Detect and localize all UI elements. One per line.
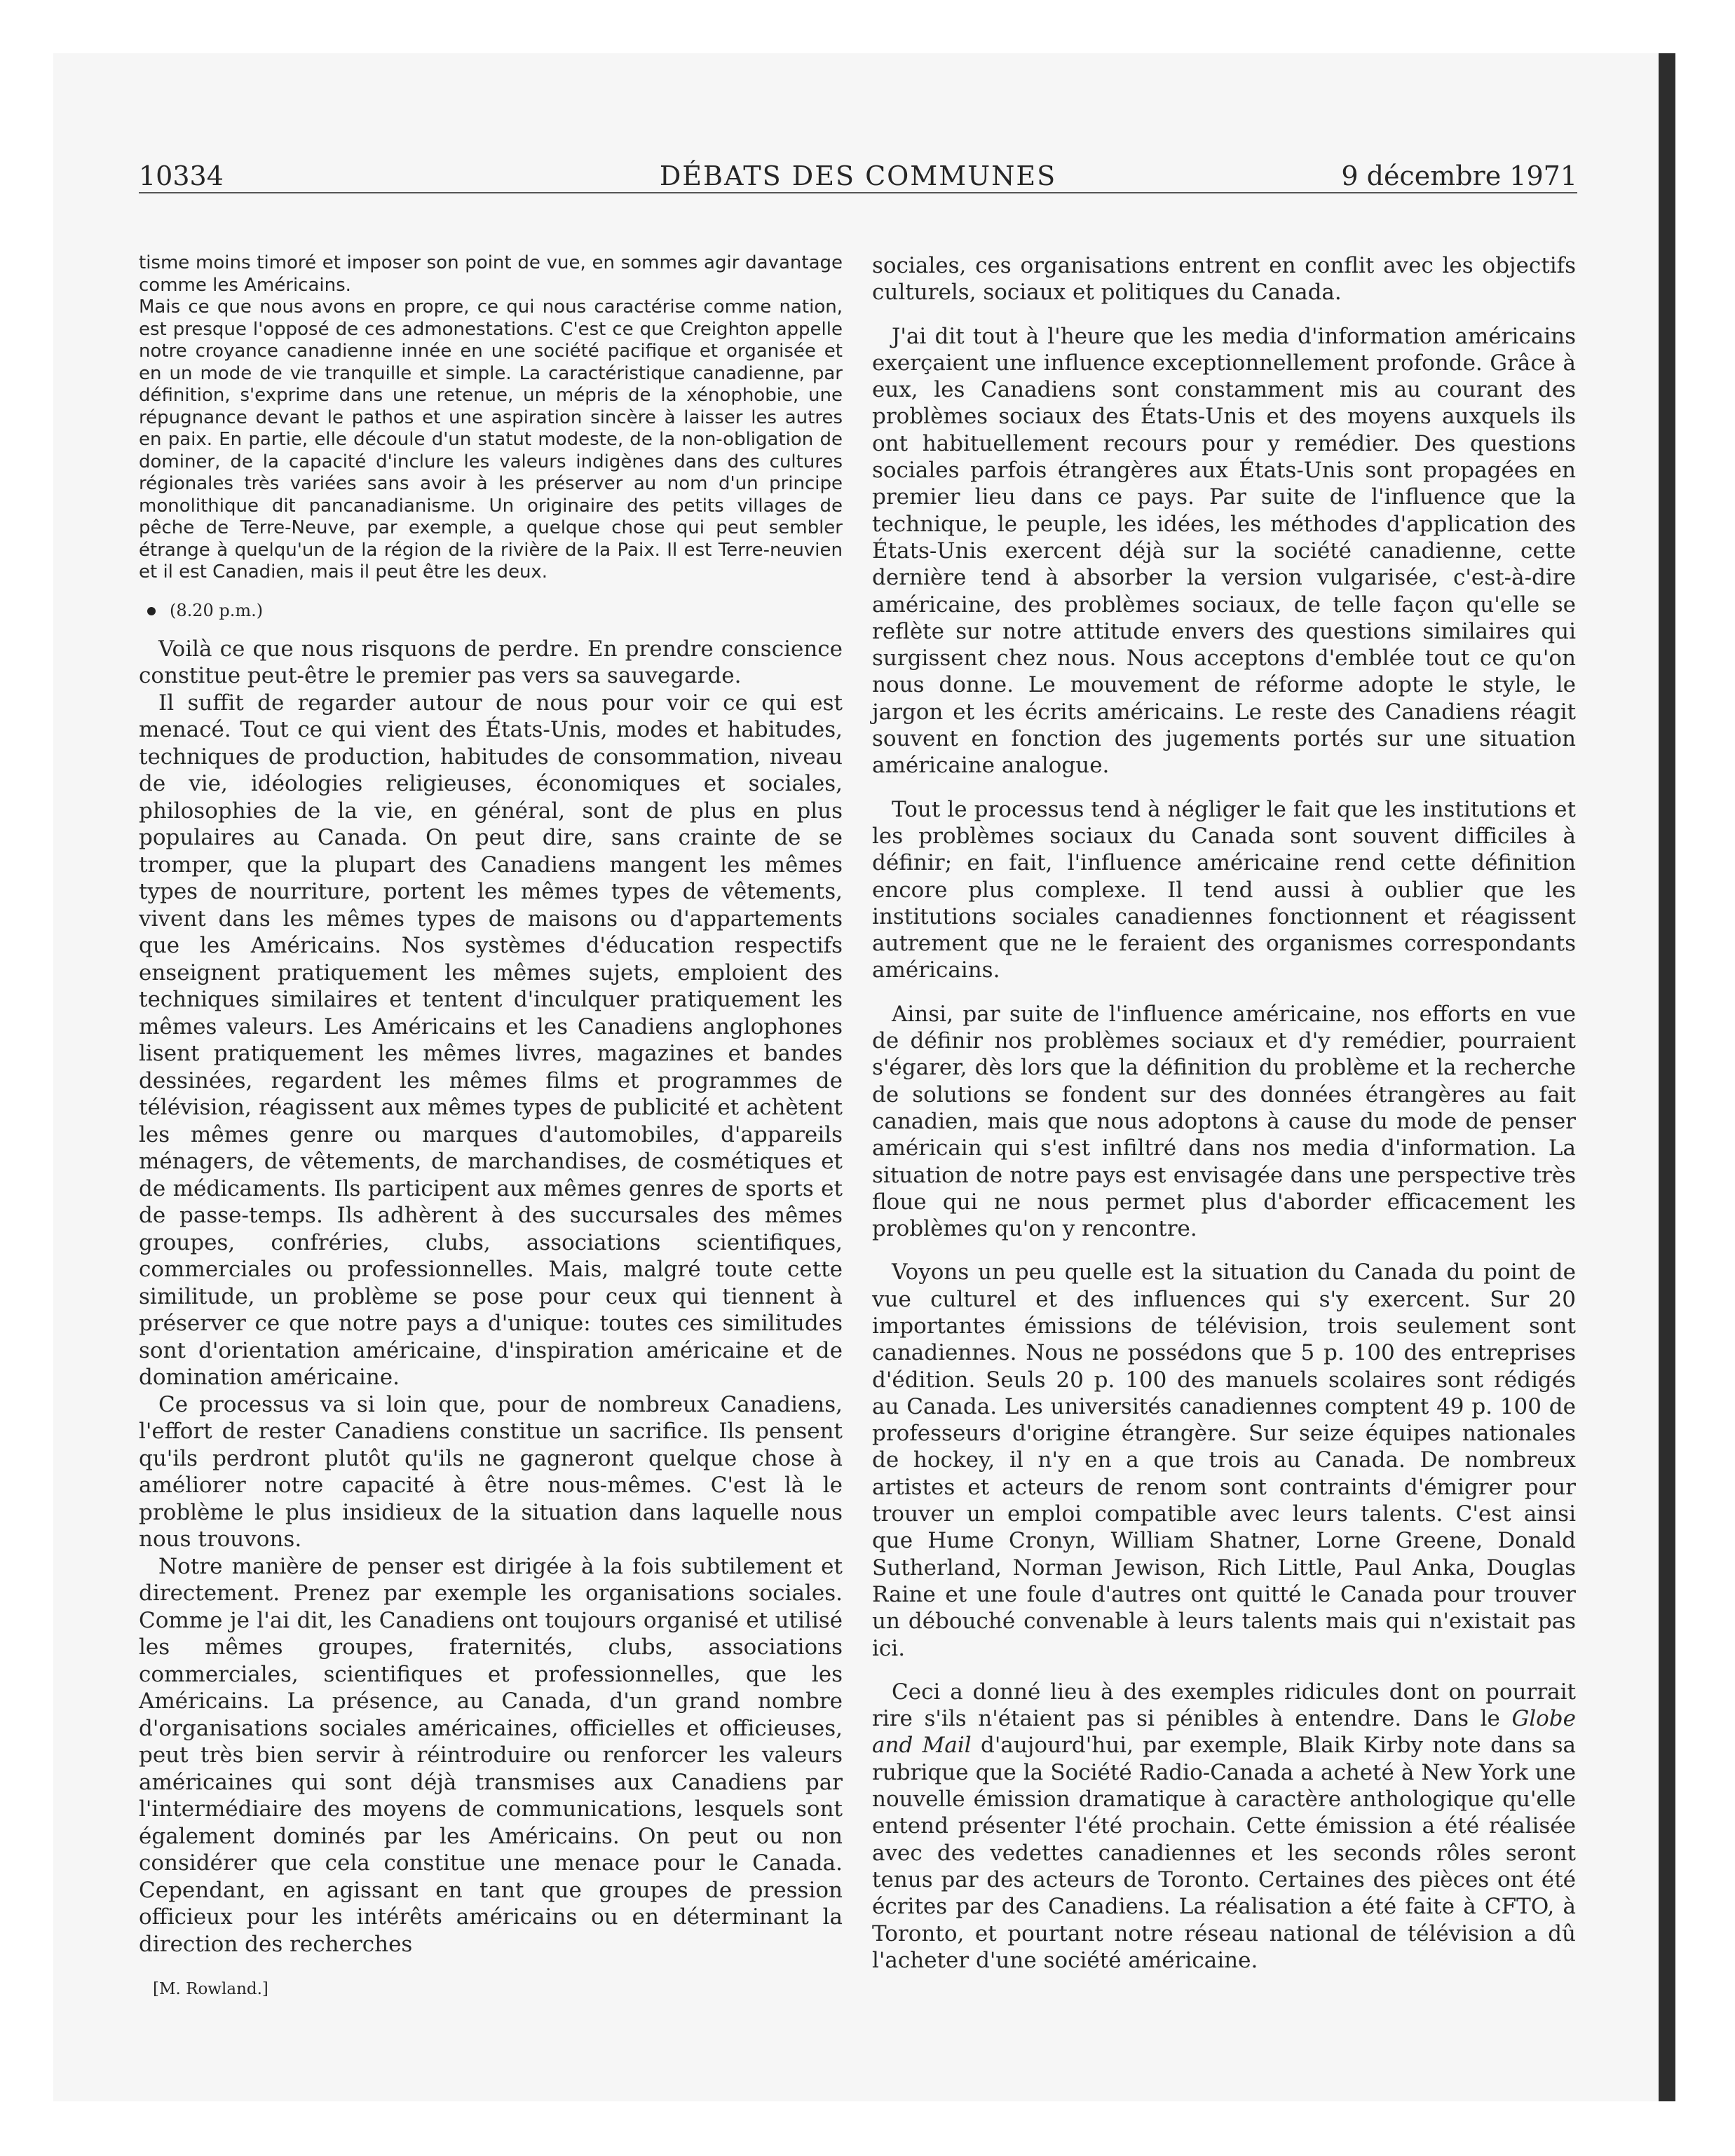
body-paragraph: Il suffit de regarder autour de nous pour voir ce qui est menacé. Tout ce qui vient des États-Unis, modes et habitudes, techniques de production, habitudes de consommation, niveau de vie, idéologies religieuses, économiques et sociales, philosophies de la vie, en général, sont de plus en plus populaires au Canada. On peut dire, sans crainte de se tromper, que la plupart des Canadiens mangent les mêmes types de nourriture, portent les mêmes types de vêtements, vivent dans les mêmes types de maisons ou d'appartements que les Américains. Nos systèmes d'éducation respectifs enseignent pratiquement les mêmes sujets, emploient des techniques similaires et tentent d'inculquer pratiquement les mêmes valeurs. Les Américains et les Canadiens anglophones lisent pratiquement les mêmes livres, magazines et bandes dessinées, regardent les mêmes films et programmes de télévision, réagissent aux mêmes types de publicité et achètent les mêmes genre ou marques d'automobiles, d'appareils ménagers, de vêtements, de marchandises, de cosmétiques et de médicaments. Ils participent aux mêmes genres de sports et de passe-temps. Ils adhèrent à des succursales des mêmes groupes, confréries, clubs, associations scientifiques, commerciales ou professionnelles. Mais, malgré toute cette similitude, un problème se pose pour ceux qui tiennent à préserver ce que notre pays a d'unique: toutes ces similitudes sont d'orientation américaine, d'inspiration américaine et de domination américaine. bbox=[139, 690, 843, 1390]
body-paragraph: Voilà ce que nous risquons de perdre. En prendre conscience constitue peut-être le premier pas vers sa sauvegarde. bbox=[139, 636, 843, 688]
body-paragraph: Notre manière de penser est dirigée à la fois subtilement et directement. Prenez par exemple les organisations sociales. Comme je l'ai dit, les Canadiens ont toujours organisé et utilisé les mêmes groupes, fraternités, clubs, associations commerciales, scientifiques et professionnelles, que les Américains. La présence, au Canada, d'un grand nombre d'organisations sociales américaines, officielles et officieuses, peut très bien servir à réintroduire ou renforcer les valeurs américaines qui sont déjà transmises aux Canadiens par l'intermédiaire des moyens de communications, lesquels sont également dominés par les Américains. On peut ou non considérer que cela constitue une menace pour le Canada. Cependant, en agissant en tant que groupes de pression officieux pour les intérêts américains ou en déterminant la direction des recherches bbox=[139, 1553, 843, 1957]
scan-edge-bar bbox=[1659, 53, 1675, 2101]
timestamp-text: (8.20 p.m.) bbox=[170, 600, 264, 620]
block-quote bbox=[139, 252, 843, 584]
body-paragraph: Tout le processus tend à négliger le fait que les institutions et les problèmes sociaux du Canada sont souvent difficiles à définir; en fait, l'influence américaine rend cette définition encore plus complexe. Il tend aussi à oublier que les institutions sociales canadiennes fonctionnent et réagissent autrement que ne le feraient des organismes correspondants américains. bbox=[872, 796, 1576, 983]
right-column bbox=[872, 252, 1576, 1991]
left-column bbox=[139, 252, 843, 1998]
body-paragraph: J'ai dit tout à l'heure que les media d'information américains exerçaient une influence exceptionnellement profonde. Grâce à eux, les Canadiens sont constamment mis au courant des problèmes sociaux des États-Unis et des moyens auxquels ils ont habituellement recours pour y remédier. Des questions sociales parfois étrangères aux États-Unis sont propagées en premier lieu dans ce pays. Par suite de l'influence que la technique, le peuple, les idées, les méthodes d'application des États-Unis exercent déjà sur la société canadienne, cette dernière tend à absorber la version vulgarisée, c'est-à-dire américaine, des problèmes sociaux, de telle façon qu'elle se reflète sur notre attitude envers des questions similaires qui surgissent chez nous. Nous acceptons d'emblée tout ce qu'on nous donne. Le mouvement de réforme adopte le style, le jargon et les écrits américains. Le reste des Canadiens réagit souvent en fonction des jugements portés sur une situation américaine analogue. bbox=[872, 323, 1576, 779]
body-paragraph: sociales, ces organisations entrent en conflit avec les objectifs culturels, sociaux et politiques du Canada. bbox=[872, 253, 1576, 306]
page-header bbox=[139, 160, 1577, 193]
body-paragraph-last bbox=[872, 1679, 1576, 1974]
body-paragraph: Ce processus va si loin que, pour de nombreux Canadiens, l'effort de rester Canadiens constitue un sacrifice. Ils pensent qu'ils perdront plutôt qu'ils ne gagneront quelque chose à améliorer notre capacité à être nous-mêmes. C'est là le problème le plus insidieux de la situation dans laquelle nous nous trouvons. bbox=[139, 1391, 843, 1552]
page-number: 10334 bbox=[139, 161, 224, 191]
text-run: Ceci a donné lieu à des exemples ridicules dont on pourrait rire s'ils n'étaient pas si pénibles à entendre. Dans le bbox=[872, 1679, 1576, 1732]
text-run: d'aujourd'hui, par exemple, Blaik Kirby note dans sa rubrique que la Société Radio-Canada a acheté à New York une nouvelle émission dramatique à caractère anthologique qu'elle entend présenter l'été prochain. Cette émission a été réalisée avec des vedettes canadiennes et les seconds rôles seront tenus par des acteurs de Toronto. Certaines des pièces ont été écrites par des Canadiens. La réalisation a été faite à CFTO, à Toronto, et pourtant notre réseau national de télévision a dû l'acheter d'une société américaine. bbox=[872, 1733, 1577, 1973]
quote-paragraph: tisme moins timoré et imposer son point de vue, en sommes agir davantage comme les Américains. bbox=[139, 252, 843, 296]
timestamp bbox=[147, 601, 843, 620]
body-paragraph: Voyons un peu quelle est la situation du Canada du point de vue culturel et des influences qui s'y exercent. Sur 20 importantes émissions de télévision, trois seulement sont canadiennes. Nous ne possédons que 5 p. 100 des entreprises d'édition. Seuls 20 p. 100 des manuels scolaires sont rédigés au Canada. Les universités canadiennes comptent 49 p. 100 de professeurs d'origine étrangère. Sur seize équipes nationales de hockey, il n'y en a que trois au Canada. De nombreux artistes et acteurs de renom sont contraints d'émigrer pour trouver un emploi compatible avec leurs talents. C'est ainsi que Hume Cronyn, William Shatner, Lorne Greene, Donald Sutherland, Norman Jewison, Rich Little, Paul Anka, Douglas Raine et une foule d'autres ont quitté le Canada pour trouver un débouché convenable à leurs talents mais qui n'existait pas ici. bbox=[872, 1260, 1576, 1661]
bullet-icon bbox=[147, 607, 156, 615]
speaker-attribution: [M. Rowland.] bbox=[153, 1980, 268, 1998]
newspaper-title: Globe and Mail bbox=[872, 1706, 1576, 1759]
quote-paragraph: Mais ce que nous avons en propre, ce qui nous caractérise comme nation, est presque l'opposé de ces admonestations. C'est ce que Creighton appelle notre croyance canadienne innée en une société pacifique et organisée et en un mode de vie tranquille et simple. La caractéristique canadienne, par définition, s'exprime dans une retenue, un mépris de la xénophobie, une répugnance devant le pathos et une aspiration sincère à laisser les autres en paix. En partie, elle découle d'un statut modeste, de la non-obligation de dominer, de la capacité d'inclure les valeurs indigènes dans des cultures régionales très variées sans avoir à les préserver au nom d'un principe monolithique dit pancanadianisme. Un originaire des petits villages de pêche de Terre-Neuve, par exemple, a quelque chose qui peut sembler étrange à quelqu'un de la région de la rivière de la Paix. Il est Terre-neuvien et il est Canadien, mais il peut être les deux. bbox=[139, 296, 843, 582]
publication-date: 9 décembre 1971 bbox=[1341, 161, 1577, 191]
publication-title: DÉBATS DES COMMUNES bbox=[659, 161, 1057, 191]
body-paragraph: Ainsi, par suite de l'influence américaine, nos efforts en vue de définir nos problèmes sociaux et d'y remédier, pourraient s'égarer, dès lors que la définition du problème et la recherche de solutions se fondent sur des données étrangères au fait canadien, mais que nous adoptons à cause du mode de penser américain qui s'est infiltré dans nos media d'information. La situation de notre pays est envisagée dans une perspective très floue qui ne nous permet plus d'aborder efficacement les problèmes qu'on y rencontre. bbox=[872, 1001, 1576, 1242]
